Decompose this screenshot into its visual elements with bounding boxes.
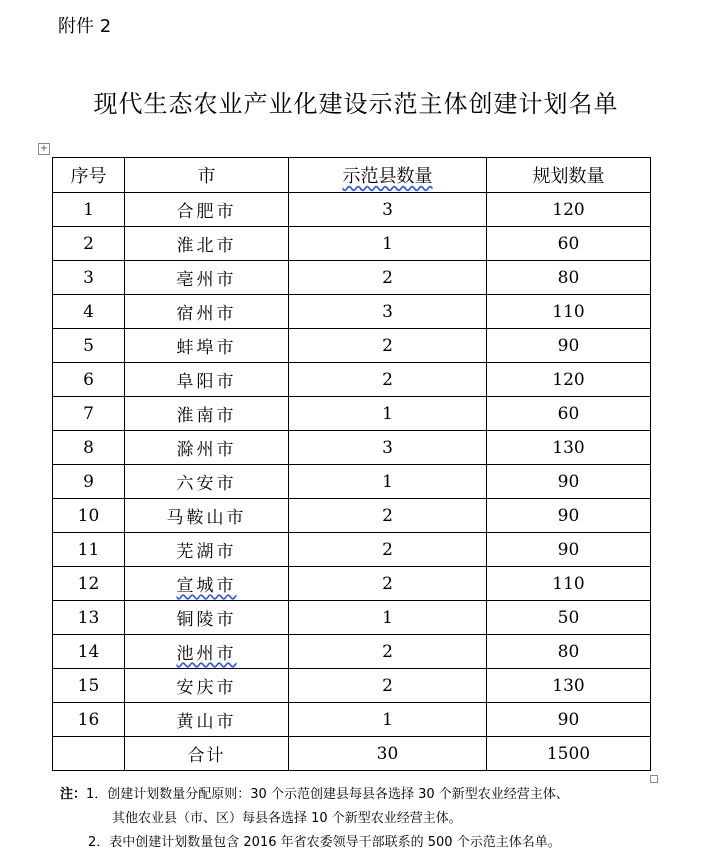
planned-count-cell: 90: [487, 465, 651, 499]
county-count-cell: 3: [289, 295, 487, 329]
serial-cell: 11: [53, 533, 125, 567]
note-line-1: 注：1．创建计划数量分配原则：30 个示范创建县每县各选择 30 个新型农业经营主体、: [60, 787, 569, 802]
planned-count-cell: 110: [487, 295, 651, 329]
header-serial: 序号: [53, 158, 125, 193]
county-count-cell: 2: [289, 261, 487, 295]
city-cell: 合肥市: [125, 193, 289, 227]
header-city: 市: [125, 158, 289, 193]
planned-count-cell: 90: [487, 533, 651, 567]
table-row: [53, 465, 651, 499]
table-row: [53, 567, 651, 601]
county-count-cell: 2: [289, 533, 487, 567]
planned-count-cell: 130: [487, 431, 651, 465]
note-line-3: 2．表中创建计划数量包含 2016 年省农委领导干部联系的 500 个示范主体名单。: [88, 835, 561, 850]
table-row: [53, 601, 651, 635]
city-cell: 淮南市: [125, 397, 289, 431]
planned-count-cell: 80: [487, 635, 651, 669]
serial-cell: 8: [53, 431, 125, 465]
county-count-cell: 2: [289, 669, 487, 703]
table-resize-handle[interactable]: [650, 775, 658, 783]
total-label: 合计: [125, 737, 289, 771]
county-count-cell: 2: [289, 635, 487, 669]
city-cell: 宿州市: [125, 295, 289, 329]
table-row: [53, 261, 651, 295]
planned-count-cell: 90: [487, 329, 651, 363]
planned-count-cell: 120: [487, 193, 651, 227]
county-count-cell: 2: [289, 567, 487, 601]
table-row: [53, 533, 651, 567]
county-count-cell: 1: [289, 397, 487, 431]
county-count-cell: 2: [289, 329, 487, 363]
county-count-cell: 3: [289, 431, 487, 465]
table-move-handle-icon[interactable]: +: [39, 143, 49, 154]
total-row: [53, 737, 651, 771]
city-cell: 蚌埠市: [125, 329, 289, 363]
county-count-cell: 1: [289, 703, 487, 737]
table-row: [53, 431, 651, 465]
serial-cell: 16: [53, 703, 125, 737]
planned-count-cell: 130: [487, 669, 651, 703]
county-count-cell: 2: [289, 499, 487, 533]
table-row: [53, 227, 651, 261]
city-cell: 铜陵市: [125, 601, 289, 635]
city-cell: 池州市: [125, 635, 289, 669]
planned-count-cell: 90: [487, 499, 651, 533]
serial-cell: 9: [53, 465, 125, 499]
city-cell: 六安市: [125, 465, 289, 499]
serial-cell: 15: [53, 669, 125, 703]
total-serial: [53, 737, 125, 771]
city-cell: 亳州市: [125, 261, 289, 295]
notes: [60, 783, 680, 855]
total-counties: 30: [289, 737, 487, 771]
planned-count-cell: 120: [487, 363, 651, 397]
table-body: [53, 193, 651, 737]
serial-cell: 10: [53, 499, 125, 533]
planned-count-cell: 90: [487, 703, 651, 737]
serial-cell: 4: [53, 295, 125, 329]
city-cell: 淮北市: [125, 227, 289, 261]
county-count-cell: 1: [289, 601, 487, 635]
serial-cell: 2: [53, 227, 125, 261]
serial-cell: 14: [53, 635, 125, 669]
planned-count-cell: 80: [487, 261, 651, 295]
county-count-cell: 1: [289, 227, 487, 261]
city-cell: 黄山市: [125, 703, 289, 737]
table-row: [53, 499, 651, 533]
serial-cell: 13: [53, 601, 125, 635]
plan-table: [52, 157, 651, 771]
city-cell: 芜湖市: [125, 533, 289, 567]
planned-count-cell: 60: [487, 397, 651, 431]
page-title: 现代生态农业产业化建设示范主体创建计划名单: [93, 90, 619, 118]
planned-count-cell: 50: [487, 601, 651, 635]
table-row: [53, 363, 651, 397]
serial-cell: 7: [53, 397, 125, 431]
table-row: [53, 397, 651, 431]
planned-count-cell: 110: [487, 567, 651, 601]
city-cell: 马鞍山市: [125, 499, 289, 533]
table-row: [53, 295, 651, 329]
table-row: [53, 669, 651, 703]
serial-cell: 1: [53, 193, 125, 227]
county-count-cell: 3: [289, 193, 487, 227]
county-count-cell: 1: [289, 465, 487, 499]
city-cell: 阜阳市: [125, 363, 289, 397]
serial-cell: 3: [53, 261, 125, 295]
serial-cell: 12: [53, 567, 125, 601]
total-planned: 1500: [487, 737, 651, 771]
county-count-cell: 2: [289, 363, 487, 397]
planned-count-cell: 60: [487, 227, 651, 261]
table-row: [53, 193, 651, 227]
header-planned-count: 规划数量: [487, 158, 651, 193]
header-county-count: 示范县数量: [289, 158, 487, 193]
table-row: [53, 703, 651, 737]
table-row: [53, 635, 651, 669]
note-line-2: 其他农业县（市、区）每县各选择 10 个新型农业经营主体。: [112, 811, 462, 826]
table-row: [53, 329, 651, 363]
serial-cell: 5: [53, 329, 125, 363]
attachment-label: 附件 2: [58, 16, 112, 37]
table-header-row: [53, 158, 651, 193]
serial-cell: 6: [53, 363, 125, 397]
city-cell: 滁州市: [125, 431, 289, 465]
city-cell: 安庆市: [125, 669, 289, 703]
city-cell: 宣城市: [125, 567, 289, 601]
